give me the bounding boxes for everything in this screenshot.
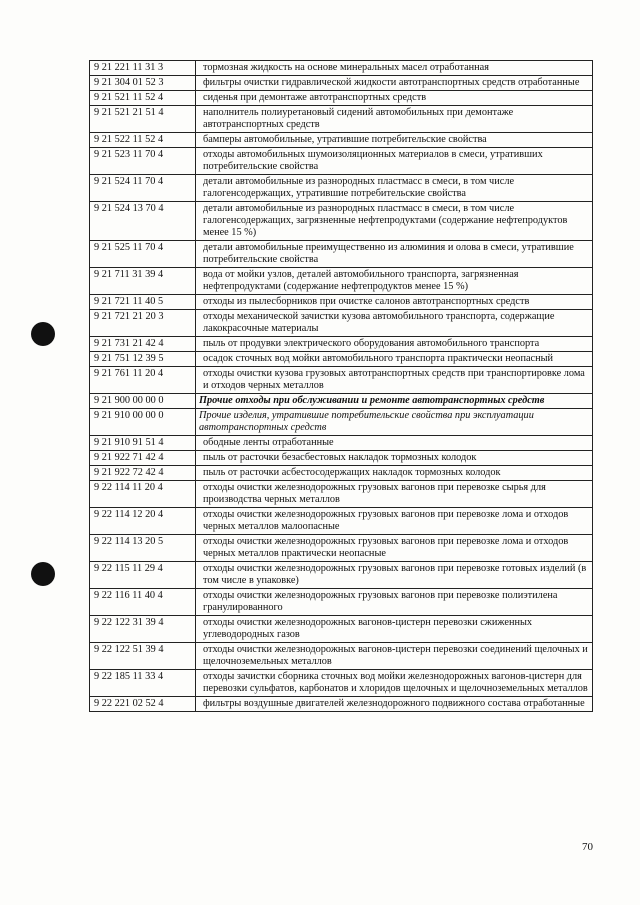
waste-code-cell: 9 22 114 13 20 5 bbox=[90, 535, 196, 562]
waste-description-cell: отходы автомобильных шумоизоляционных материалов в смеси, утративших потребительские свойства bbox=[196, 148, 593, 175]
waste-code-cell: 9 21 922 72 42 4 bbox=[90, 466, 196, 481]
table-row bbox=[90, 148, 593, 175]
waste-code-cell: 9 21 524 13 70 4 bbox=[90, 202, 196, 241]
waste-code-cell: 9 21 721 21 20 3 bbox=[90, 310, 196, 337]
waste-code-cell: 9 21 221 11 31 3 bbox=[90, 61, 196, 76]
table-row bbox=[90, 589, 593, 616]
waste-code-cell: 9 22 122 51 39 4 bbox=[90, 643, 196, 670]
table-row bbox=[90, 466, 593, 481]
table-row bbox=[90, 106, 593, 133]
waste-code-cell: 9 21 521 21 51 4 bbox=[90, 106, 196, 133]
waste-description-cell: Прочие отходы при обслуживании и ремонте автотранспортных средств bbox=[196, 394, 593, 409]
waste-description-cell: наполнитель полиуретановый сидений автомобильных при демонтаже автотранспортных средств bbox=[196, 106, 593, 133]
waste-code-cell: 9 21 711 31 39 4 bbox=[90, 268, 196, 295]
waste-code-cell: 9 21 525 11 70 4 bbox=[90, 241, 196, 268]
waste-code-cell: 9 21 521 11 52 4 bbox=[90, 91, 196, 106]
punch-hole-upper bbox=[31, 322, 55, 346]
waste-description-cell: отходы очистки железнодорожных грузовых вагонов при перевозке сырья для производства черных металлов bbox=[196, 481, 593, 508]
page-number: 70 bbox=[582, 841, 593, 853]
table-row bbox=[90, 643, 593, 670]
waste-code-cell: 9 21 910 91 51 4 bbox=[90, 436, 196, 451]
waste-description-cell: Прочие изделия, утратившие потребительские свойства при эксплуатации автотранспортных средств bbox=[196, 409, 593, 436]
table-row bbox=[90, 61, 593, 76]
waste-code-cell: 9 22 122 31 39 4 bbox=[90, 616, 196, 643]
waste-code-cell: 9 21 910 00 00 0 bbox=[90, 409, 196, 436]
table-row bbox=[90, 241, 593, 268]
waste-description-cell: детали автомобильные преимущественно из алюминия и олова в смеси, утратившие потребительские свойства bbox=[196, 241, 593, 268]
punch-hole-lower bbox=[31, 562, 55, 586]
waste-code-cell: 9 21 900 00 00 0 bbox=[90, 394, 196, 409]
waste-code-cell: 9 21 751 12 39 5 bbox=[90, 352, 196, 367]
waste-code-cell: 9 21 721 11 40 5 bbox=[90, 295, 196, 310]
table-row bbox=[90, 436, 593, 451]
waste-description-cell: отходы очистки железнодорожных грузовых вагонов при перевозке лома и отходов черных металлов малоопасные bbox=[196, 508, 593, 535]
table-row bbox=[90, 337, 593, 352]
waste-code-cell: 9 22 116 11 40 4 bbox=[90, 589, 196, 616]
table-row bbox=[90, 268, 593, 295]
waste-code-cell: 9 21 304 01 52 3 bbox=[90, 76, 196, 91]
table-row bbox=[90, 409, 593, 436]
table-row bbox=[90, 202, 593, 241]
table-row bbox=[90, 508, 593, 535]
waste-description-cell: сиденья при демонтаже автотранспортных средств bbox=[196, 91, 593, 106]
table-row bbox=[90, 367, 593, 394]
waste-code-cell: 9 21 922 71 42 4 bbox=[90, 451, 196, 466]
table-row bbox=[90, 670, 593, 697]
table-row bbox=[90, 76, 593, 91]
waste-description-cell: детали автомобильные из разнородных пластмасс в смеси, в том числе галогенсодержащих, утратившие потребительские свойства bbox=[196, 175, 593, 202]
table-row bbox=[90, 697, 593, 712]
waste-description-cell: фильтры очистки гидравлической жидкости автотранспортных средств отработанные bbox=[196, 76, 593, 91]
table-row bbox=[90, 481, 593, 508]
waste-description-cell: тормозная жидкость на основе минеральных масел отработанная bbox=[196, 61, 593, 76]
table-row bbox=[90, 133, 593, 148]
waste-description-cell: отходы механической зачистки кузова автомобильного транспорта, содержащие лакокрасочные материалы bbox=[196, 310, 593, 337]
table-row bbox=[90, 295, 593, 310]
waste-code-cell: 9 22 114 12 20 4 bbox=[90, 508, 196, 535]
waste-description-cell: пыль от продувки электрического оборудования автомобильного транспорта bbox=[196, 337, 593, 352]
waste-description-cell: отходы очистки железнодорожных вагонов-цистерн перевозки сжиженных углеводородных газов bbox=[196, 616, 593, 643]
waste-catalog-body bbox=[90, 61, 593, 712]
waste-description-cell: отходы очистки железнодорожных грузовых вагонов при перевозке полиэтилена гранулированного bbox=[196, 589, 593, 616]
table-row bbox=[90, 616, 593, 643]
waste-description-cell: бамперы автомобильные, утратившие потребительские свойства bbox=[196, 133, 593, 148]
waste-code-cell: 9 21 522 11 52 4 bbox=[90, 133, 196, 148]
waste-code-cell: 9 21 524 11 70 4 bbox=[90, 175, 196, 202]
waste-description-cell: осадок сточных вод мойки автомобильного транспорта практически неопасный bbox=[196, 352, 593, 367]
waste-code-cell: 9 22 185 11 33 4 bbox=[90, 670, 196, 697]
table-row bbox=[90, 310, 593, 337]
waste-description-cell: фильтры воздушные двигателей железнодорожного подвижного состава отработанные bbox=[196, 697, 593, 712]
waste-description-cell: пыль от расточки асбестосодержащих накладок тормозных колодок bbox=[196, 466, 593, 481]
waste-catalog-table bbox=[89, 60, 593, 712]
waste-description-cell: отходы зачистки сборника сточных вод мойки железнодорожных вагонов-цистерн для перевозки сульфатов, карбонатов и хлоридов щелочных и щелочноземельных металлов bbox=[196, 670, 593, 697]
waste-description-cell: пыль от расточки безасбестовых накладок тормозных колодок bbox=[196, 451, 593, 466]
waste-code-cell: 9 22 114 11 20 4 bbox=[90, 481, 196, 508]
waste-code-cell: 9 22 221 02 52 4 bbox=[90, 697, 196, 712]
waste-description-cell: отходы из пылесборников при очистке салонов автотранспортных средств bbox=[196, 295, 593, 310]
waste-description-cell: отходы очистки железнодорожных вагонов-цистерн перевозки соединений щелочных и щелочноземельных металлов bbox=[196, 643, 593, 670]
table-row bbox=[90, 352, 593, 367]
table-row bbox=[90, 535, 593, 562]
waste-description-cell: ободные ленты отработанные bbox=[196, 436, 593, 451]
waste-code-cell: 9 21 731 21 42 4 bbox=[90, 337, 196, 352]
waste-code-cell: 9 22 115 11 29 4 bbox=[90, 562, 196, 589]
waste-description-cell: отходы очистки кузова грузовых автотранспортных средств при транспортировке лома и отходов черных металлов bbox=[196, 367, 593, 394]
waste-description-cell: вода от мойки узлов, деталей автомобильного транспорта, загрязненная нефтепродуктами (содержание нефтепродуктов менее 15 %) bbox=[196, 268, 593, 295]
waste-code-cell: 9 21 523 11 70 4 bbox=[90, 148, 196, 175]
table-row bbox=[90, 451, 593, 466]
table-row bbox=[90, 394, 593, 409]
waste-description-cell: отходы очистки железнодорожных грузовых вагонов при перевозке лома и отходов черных металлов практически неопасные bbox=[196, 535, 593, 562]
table-row bbox=[90, 91, 593, 106]
table-row bbox=[90, 175, 593, 202]
waste-description-cell: детали автомобильные из разнородных пластмасс в смеси, в том числе галогенсодержащих, загрязненные нефтепродуктами (содержание нефтепродуктов менее 15 %) bbox=[196, 202, 593, 241]
table-row bbox=[90, 562, 593, 589]
waste-description-cell: отходы очистки железнодорожных грузовых вагонов при перевозке готовых изделий (в том числе в упаковке) bbox=[196, 562, 593, 589]
waste-code-cell: 9 21 761 11 20 4 bbox=[90, 367, 196, 394]
